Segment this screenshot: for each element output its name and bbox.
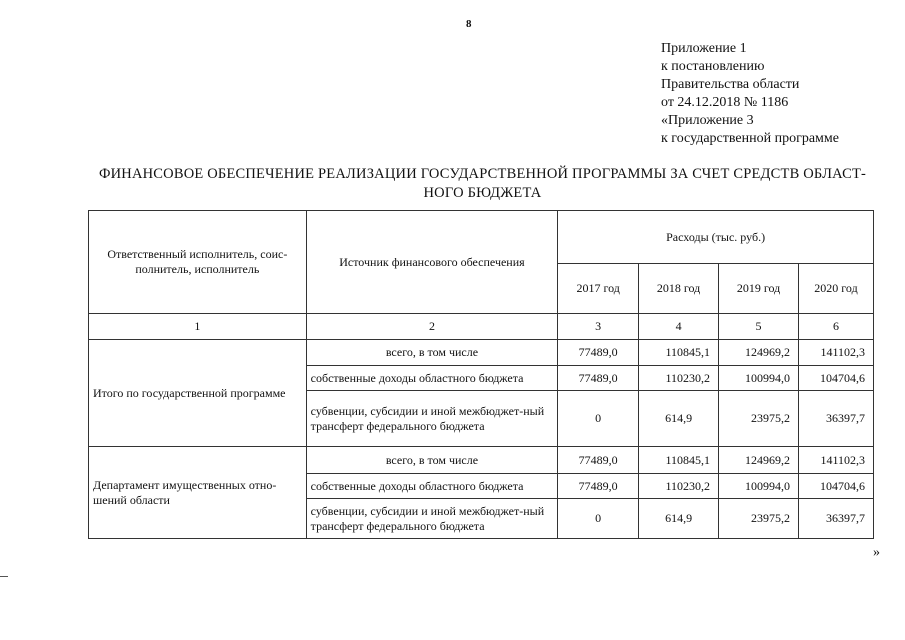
source-cell: собственные доходы областного бюджета [306, 474, 558, 499]
source-cell: субвенции, субсидии и иной межбюджет-ный трансферт федерального бюджета [306, 391, 558, 447]
value-cell: 104704,6 [799, 474, 874, 499]
source-cell: всего, в том числе [306, 447, 558, 474]
appendix-line: к государственной программе [661, 131, 839, 146]
column-number: 5 [719, 314, 799, 340]
header-executor: Ответственный исполнитель, соис-полнитель, исполнитель [89, 211, 307, 314]
value-cell: 77489,0 [558, 474, 639, 499]
title-line-1: ФИНАНСОВОЕ ОБЕСПЕЧЕНИЕ РЕАЛИЗАЦИИ ГОСУДАРСТВЕННОЙ ПРОГРАММЫ ЗА СЧЕТ СРЕДСТВ ОБЛАСТ- [98, 166, 867, 182]
header-year: 2017 год [558, 264, 639, 314]
column-number: 3 [558, 314, 639, 340]
column-number: 1 [89, 314, 307, 340]
appendix-line: к постановлению [661, 59, 765, 74]
appendix-line: от 24.12.2018 № 1186 [661, 95, 789, 110]
document-title [90, 165, 875, 203]
value-cell: 100994,0 [719, 474, 799, 499]
header-year: 2018 год [639, 264, 719, 314]
margin-mark [0, 576, 8, 577]
value-cell: 23975,2 [719, 391, 799, 447]
value-cell: 0 [558, 499, 639, 539]
value-cell: 110845,1 [639, 340, 719, 366]
value-cell: 104704,6 [799, 366, 874, 391]
executor-cell: Департамент имущественных отно-шений области [89, 447, 307, 539]
column-number: 2 [306, 314, 558, 340]
header-year: 2020 год [799, 264, 874, 314]
column-number: 6 [799, 314, 874, 340]
value-cell: 36397,7 [799, 499, 874, 539]
column-number: 4 [639, 314, 719, 340]
appendix-line: «Приложение 3 [661, 113, 754, 128]
value-cell: 110845,1 [639, 447, 719, 474]
value-cell: 23975,2 [719, 499, 799, 539]
column-number-row [89, 314, 874, 340]
financing-table [88, 210, 874, 539]
appendix-block [661, 40, 839, 148]
value-cell: 141102,3 [799, 447, 874, 474]
source-cell: собственные доходы областного бюджета [306, 366, 558, 391]
header-year: 2019 год [719, 264, 799, 314]
source-cell: субвенции, субсидии и иной межбюджет-ный трансферт федерального бюджета [306, 499, 558, 539]
title-line-2: НОГО БЮДЖЕТА [423, 185, 542, 201]
table-header-row [89, 211, 874, 264]
value-cell: 110230,2 [639, 366, 719, 391]
executor-cell: Итого по государственной программе [89, 340, 307, 447]
value-cell: 124969,2 [719, 340, 799, 366]
header-expenses: Расходы (тыс. руб.) [558, 211, 874, 264]
value-cell: 614,9 [639, 391, 719, 447]
value-cell: 100994,0 [719, 366, 799, 391]
value-cell: 0 [558, 391, 639, 447]
appendix-line: Правительства области [661, 77, 800, 92]
value-cell: 36397,7 [799, 391, 874, 447]
header-source: Источник финансового обеспечения [306, 211, 558, 314]
value-cell: 614,9 [639, 499, 719, 539]
value-cell: 141102,3 [799, 340, 874, 366]
closing-quote: » [873, 545, 880, 560]
table-row [89, 340, 874, 366]
value-cell: 124969,2 [719, 447, 799, 474]
value-cell: 77489,0 [558, 447, 639, 474]
table-row [89, 447, 874, 474]
value-cell: 77489,0 [558, 340, 639, 366]
value-cell: 110230,2 [639, 474, 719, 499]
source-cell: всего, в том числе [306, 340, 558, 366]
page-number: 8 [466, 18, 472, 30]
value-cell: 77489,0 [558, 366, 639, 391]
appendix-line: Приложение 1 [661, 41, 747, 56]
